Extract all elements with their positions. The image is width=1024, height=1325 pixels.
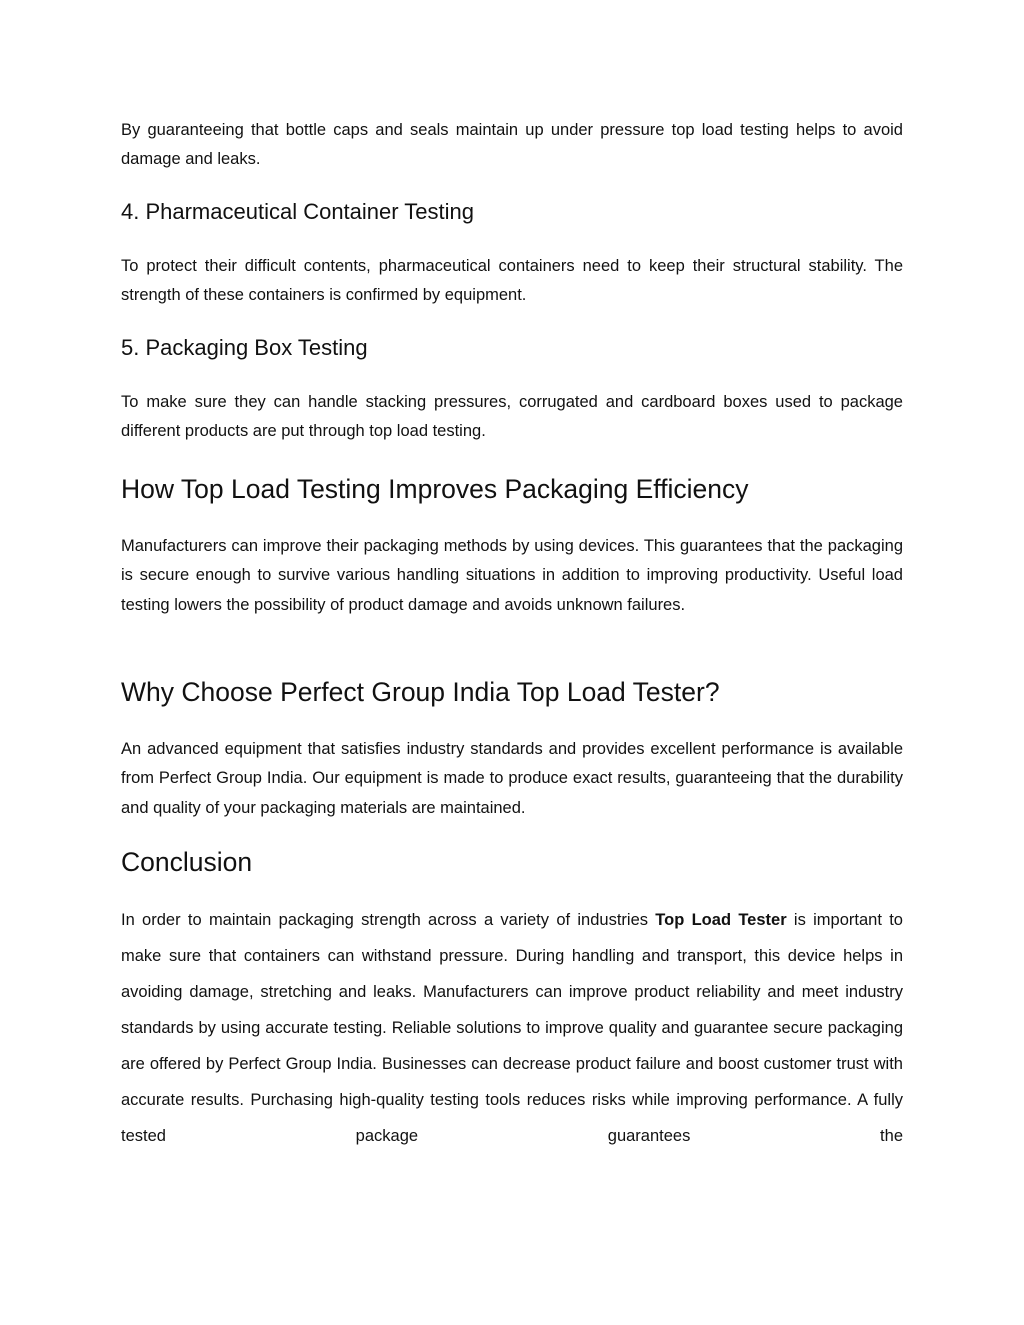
heading-conclusion: Conclusion bbox=[121, 847, 253, 877]
heading-packaging-box-testing: 5. Packaging Box Testing bbox=[121, 335, 368, 360]
conclusion-text-rest: is important to make sure that containers can withstand pressure. During handling and transport, this device helps in avoiding damage, stretching and leaks. Manufacturers can improve product reliability and meet industry standards by using accurate testing. Reliable solutions to improve quality and guarantee secure packaging are offered by Perfect Group India. Businesses can decrease product failure and boost customer trust with accurate results. Purchasing high-quality testing tools reduces risks while improving performance. A fully tested package guarantees the bbox=[121, 911, 903, 1145]
heading-packaging-efficiency: How Top Load Testing Improves Packaging Efficiency bbox=[121, 474, 749, 504]
heading-why-choose: Why Choose Perfect Group India Top Load Tester? bbox=[121, 677, 720, 707]
paragraph-packaging-box: To make sure they can handle stacking pressures, corrugated and cardboard boxes used to package different products are put through top load testing. bbox=[121, 393, 903, 441]
paragraph-packaging-efficiency: Manufacturers can improve their packaging methods by using devices. This guarantees that the packaging is secure enough to survive various handling situations in addition to improving productivity. Useful load testing lowers the possibility of product damage and avoids unknown failures. bbox=[121, 537, 903, 614]
conclusion-text-start: In order to maintain packaging strength across a variety of industries bbox=[121, 911, 656, 929]
paragraph-pharmaceutical: To protect their difficult contents, pharmaceutical containers need to keep their structural stability. The strength of these containers is confirmed by equipment. bbox=[121, 257, 903, 305]
heading-pharmaceutical-container-testing: 4. Pharmaceutical Container Testing bbox=[121, 199, 475, 224]
paragraph-conclusion bbox=[121, 902, 903, 1154]
intro-paragraph: By guaranteeing that bottle caps and seals maintain up under pressure top load testing helps to avoid damage and leaks. bbox=[121, 121, 903, 169]
top-load-tester-keyword: Top Load Tester bbox=[655, 911, 787, 929]
paragraph-why-choose: An advanced equipment that satisfies industry standards and provides excellent performance is available from Perfect Group India. Our equipment is made to produce exact results, guaranteeing that the durability and quality of your packaging materials are maintained. bbox=[121, 740, 903, 817]
